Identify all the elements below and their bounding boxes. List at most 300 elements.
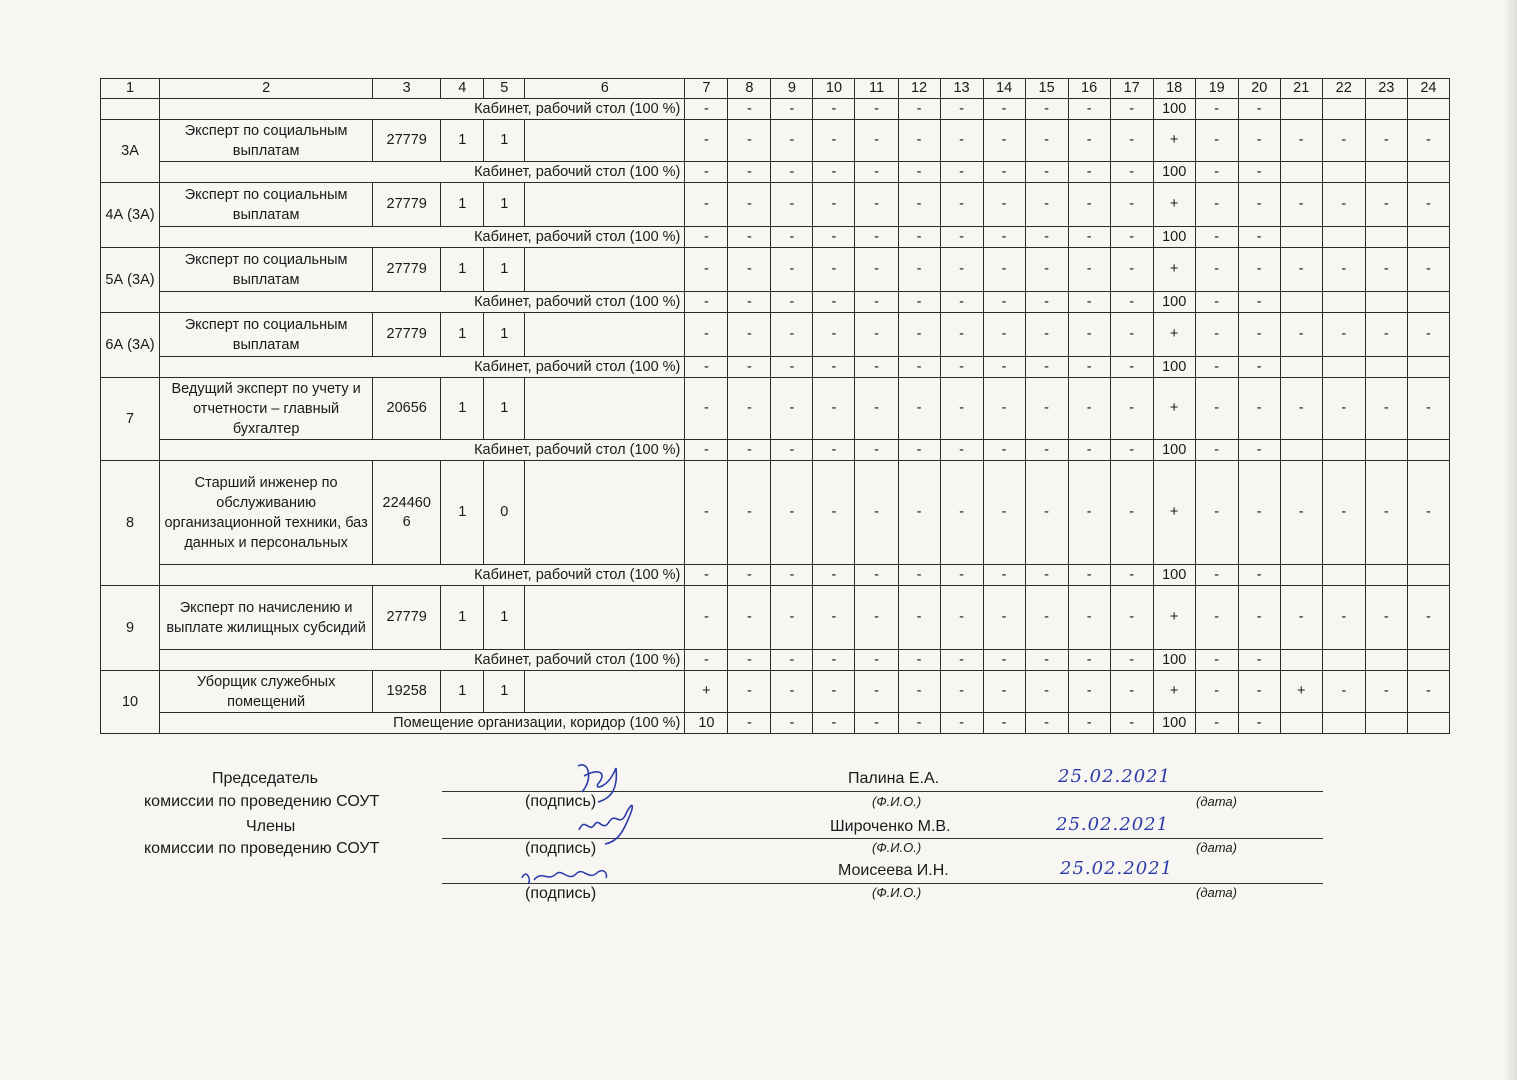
col-5-value: 1 (484, 120, 525, 162)
factor-cell: - (1365, 183, 1407, 227)
factor-cell: - (771, 440, 813, 461)
factor-cell: - (1110, 99, 1153, 120)
factor-cell: - (1025, 248, 1068, 292)
factor-cell: - (898, 99, 940, 120)
factor-cell: - (813, 586, 855, 650)
factor-cell: - (1068, 461, 1110, 565)
factor-cell: - (898, 313, 940, 357)
factor-cell: - (813, 440, 855, 461)
factor-cell: - (940, 227, 983, 248)
factor-cell: - (1068, 162, 1110, 183)
factor-cell: - (771, 248, 813, 292)
factor-cell (1365, 292, 1407, 313)
col-5-value: 0 (484, 461, 525, 565)
factor-cell: - (1195, 292, 1238, 313)
position-name: Эксперт по социальным выплатам (160, 120, 373, 162)
factor-cell (1280, 99, 1322, 120)
factor-cell: - (1068, 292, 1110, 313)
person-3-name: Моисеева И.Н. (838, 862, 949, 879)
factor-cell: - (813, 227, 855, 248)
factor-cell: - (1365, 313, 1407, 357)
factor-cell: - (1195, 99, 1238, 120)
position-name: Ведущий эксперт по учету и отчетности – главный бухгалтер (160, 378, 373, 440)
header-cell: 8 (728, 79, 771, 99)
factor-cell: - (940, 671, 983, 713)
col-6-value (525, 671, 685, 713)
col-6-value (525, 378, 685, 440)
factor-cell (1407, 162, 1449, 183)
person-1-date: 25.02.2021 (1058, 766, 1172, 787)
factor-cell (1322, 713, 1365, 734)
col-5-value: 1 (484, 313, 525, 357)
factor-cell: 100 (1153, 292, 1195, 313)
factor-cell: - (1322, 461, 1365, 565)
factor-cell: - (940, 183, 983, 227)
factor-cell: - (898, 671, 940, 713)
factor-cell: - (983, 586, 1025, 650)
factor-cell: - (728, 378, 771, 440)
factor-cell: - (983, 357, 1025, 378)
factor-cell: - (983, 671, 1025, 713)
factor-cell: - (728, 586, 771, 650)
factor-cell: - (1195, 227, 1238, 248)
factor-cell: - (1365, 120, 1407, 162)
factor-cell: - (1238, 99, 1280, 120)
workplace-row (101, 713, 1450, 734)
factor-cell: - (940, 313, 983, 357)
workplace-label: Помещение организации, коридор (100 %) (160, 713, 685, 734)
position-name: Эксперт по начислению и выплате жилищных субсидий (160, 586, 373, 650)
factor-cell: - (855, 227, 898, 248)
factor-cell: - (855, 378, 898, 440)
factor-cell: - (1238, 671, 1280, 713)
workplace-label: Кабинет, рабочий стол (100 %) (160, 227, 685, 248)
factor-cell: - (1365, 378, 1407, 440)
factor-cell: - (940, 586, 983, 650)
factor-cell (1365, 713, 1407, 734)
factor-cell: - (728, 99, 771, 120)
factor-cell: - (1238, 378, 1280, 440)
factor-cell: - (685, 378, 728, 440)
factor-cell: - (983, 565, 1025, 586)
factor-cell: - (813, 162, 855, 183)
factor-cell: - (771, 713, 813, 734)
factor-cell: - (855, 248, 898, 292)
factor-cell: - (983, 313, 1025, 357)
fio-caption: (Ф.И.О.) (872, 840, 922, 855)
factor-cell: + (1153, 378, 1195, 440)
factor-cell: - (813, 120, 855, 162)
factor-cell: - (813, 292, 855, 313)
factor-cell: - (813, 99, 855, 120)
factor-cell: - (855, 99, 898, 120)
factor-cell: + (1153, 248, 1195, 292)
factor-cell: - (898, 650, 940, 671)
factor-cell: - (1195, 671, 1238, 713)
factor-cell (1322, 292, 1365, 313)
position-name: Эксперт по социальным выплатам (160, 183, 373, 227)
factor-cell: - (1025, 292, 1068, 313)
factor-cell: - (1407, 671, 1449, 713)
date-caption: (дата) (1196, 885, 1237, 900)
factor-cell: - (1195, 565, 1238, 586)
workplace-row (101, 357, 1450, 378)
factor-cell: - (1110, 586, 1153, 650)
position-number: 4А (3А) (101, 183, 160, 248)
factor-cell: - (728, 248, 771, 292)
factor-cell: - (1238, 713, 1280, 734)
factor-cell: - (813, 671, 855, 713)
factor-cell: - (898, 586, 940, 650)
factor-cell: - (1195, 248, 1238, 292)
factor-cell: - (1407, 183, 1449, 227)
factor-cell: - (983, 378, 1025, 440)
factor-cell: - (728, 713, 771, 734)
person-3-date: 25.02.2021 (1060, 858, 1174, 879)
factor-cell: - (813, 183, 855, 227)
factor-cell: - (1110, 162, 1153, 183)
factor-cell (1365, 99, 1407, 120)
factor-cell: - (1068, 357, 1110, 378)
factor-cell: - (898, 440, 940, 461)
header-cell: 17 (1110, 79, 1153, 99)
position-number: 3А (101, 120, 160, 183)
header-cell: 19 (1195, 79, 1238, 99)
factor-cell: - (855, 120, 898, 162)
col-5-value: 1 (484, 248, 525, 292)
factor-cell: - (771, 183, 813, 227)
factor-cell (1407, 565, 1449, 586)
col-6-value (525, 461, 685, 565)
factor-cell: - (1322, 120, 1365, 162)
person-1-name: Палина Е.А. (848, 770, 940, 787)
factor-cell (1280, 440, 1322, 461)
factor-cell: - (940, 357, 983, 378)
factor-cell: - (685, 586, 728, 650)
factor-cell: - (855, 565, 898, 586)
factor-cell: - (1110, 248, 1153, 292)
factor-cell: - (940, 99, 983, 120)
factor-cell: - (898, 565, 940, 586)
workplace-label: Кабинет, рабочий стол (100 %) (160, 650, 685, 671)
factor-cell: - (898, 162, 940, 183)
position-number: 5А (3А) (101, 248, 160, 313)
factor-cell (1322, 162, 1365, 183)
factor-cell (1322, 565, 1365, 586)
factor-cell (1322, 357, 1365, 378)
factor-cell: - (813, 650, 855, 671)
factor-cell (1365, 162, 1407, 183)
position-code: 27779 (373, 248, 441, 292)
factor-cell: - (1068, 183, 1110, 227)
factor-cell: - (1195, 650, 1238, 671)
members-commission: комиссии по проведению СОУТ (144, 840, 380, 857)
factor-cell: - (983, 713, 1025, 734)
position-number: 10 (101, 671, 160, 734)
factor-cell: - (898, 292, 940, 313)
factor-cell: - (1068, 440, 1110, 461)
factor-cell: - (728, 120, 771, 162)
workplace-row (101, 440, 1450, 461)
factor-cell: - (983, 461, 1025, 565)
factor-cell: - (983, 650, 1025, 671)
factor-cell: - (1280, 120, 1322, 162)
factor-cell: - (1322, 313, 1365, 357)
factor-cell: - (1068, 671, 1110, 713)
factor-cell: - (728, 461, 771, 565)
header-row (101, 79, 1450, 99)
scan-edge-shadow (1503, 0, 1517, 1080)
factor-cell: - (940, 461, 983, 565)
fio-caption: (Ф.И.О.) (872, 794, 922, 809)
factor-cell: - (771, 650, 813, 671)
factor-cell: - (685, 227, 728, 248)
factor-cell: - (940, 120, 983, 162)
col-4-value: 1 (441, 313, 484, 357)
col-4-value: 1 (441, 248, 484, 292)
factor-cell: - (1238, 292, 1280, 313)
factor-cell: + (1153, 183, 1195, 227)
workplace-label: Кабинет, рабочий стол (100 %) (160, 440, 685, 461)
factor-cell: - (771, 227, 813, 248)
factor-cell: - (1110, 378, 1153, 440)
factor-cell: - (1110, 357, 1153, 378)
factor-cell: - (813, 565, 855, 586)
factor-cell: - (855, 713, 898, 734)
factor-cell: + (1153, 120, 1195, 162)
factor-cell: - (855, 650, 898, 671)
factor-cell: - (1068, 248, 1110, 292)
position-code: 19258 (373, 671, 441, 713)
factor-cell: - (1238, 248, 1280, 292)
factor-cell: - (1025, 461, 1068, 565)
col-5-value: 1 (484, 378, 525, 440)
factor-cell: - (728, 357, 771, 378)
factor-cell: 100 (1153, 162, 1195, 183)
factor-cell: - (1407, 313, 1449, 357)
factor-cell: - (685, 248, 728, 292)
header-cell: 14 (983, 79, 1025, 99)
header-cell: 2 (160, 79, 373, 99)
factor-cell: - (1195, 378, 1238, 440)
factor-cell: - (1365, 248, 1407, 292)
factor-cell: - (1068, 313, 1110, 357)
factor-cell: - (1025, 183, 1068, 227)
factor-cell: - (728, 227, 771, 248)
position-number: 9 (101, 586, 160, 671)
position-name: Эксперт по социальным выплатам (160, 248, 373, 292)
workplace-row (101, 292, 1450, 313)
factor-cell (1365, 565, 1407, 586)
factor-cell: - (898, 357, 940, 378)
factor-cell: - (1195, 586, 1238, 650)
factor-cell: - (898, 713, 940, 734)
factor-cell (1322, 440, 1365, 461)
factor-cell: - (1280, 586, 1322, 650)
factor-cell: - (1238, 183, 1280, 227)
position-name: Эксперт по социальным выплатам (160, 313, 373, 357)
factor-cell: - (813, 313, 855, 357)
header-cell: 4 (441, 79, 484, 99)
factor-cell: - (1068, 713, 1110, 734)
col-4-value: 1 (441, 586, 484, 650)
col-5-value: 1 (484, 671, 525, 713)
factor-cell: - (813, 378, 855, 440)
factor-cell: - (983, 227, 1025, 248)
factor-cell: - (685, 183, 728, 227)
factor-cell: - (1195, 357, 1238, 378)
position-code: 2244606 (373, 461, 441, 565)
factor-cell: - (1068, 565, 1110, 586)
factor-cell: - (1195, 183, 1238, 227)
results-table (100, 78, 1450, 734)
workplace-label: Кабинет, рабочий стол (100 %) (160, 357, 685, 378)
factor-cell: + (1153, 586, 1195, 650)
factor-cell: - (855, 671, 898, 713)
factor-cell: - (855, 461, 898, 565)
chairman-title: Председатель (212, 770, 318, 787)
col-4-value: 1 (441, 671, 484, 713)
factor-cell: - (1238, 565, 1280, 586)
signature-scribble-3 (518, 860, 613, 892)
header-cell: 1 (101, 79, 160, 99)
factor-cell: - (1407, 461, 1449, 565)
position-code: 27779 (373, 586, 441, 650)
chairman-commission: комиссии по проведению СОУТ (144, 793, 380, 810)
factor-cell: 10 (685, 713, 728, 734)
factor-cell: - (940, 440, 983, 461)
header-cell: 9 (771, 79, 813, 99)
factor-cell: - (1025, 713, 1068, 734)
factor-cell: - (1110, 183, 1153, 227)
factor-cell: - (1195, 313, 1238, 357)
workplace-row (101, 99, 1450, 120)
position-number: 6А (3А) (101, 313, 160, 378)
factor-cell: - (1110, 713, 1153, 734)
factor-cell: - (983, 440, 1025, 461)
col-6-value (525, 586, 685, 650)
col-5-value: 1 (484, 586, 525, 650)
factor-cell: - (1025, 99, 1068, 120)
members-title: Члены (246, 818, 296, 835)
factor-cell: - (983, 183, 1025, 227)
factor-cell: - (771, 565, 813, 586)
header-cell: 22 (1322, 79, 1365, 99)
factor-cell (1280, 162, 1322, 183)
factor-cell (1407, 650, 1449, 671)
header-cell: 11 (855, 79, 898, 99)
factor-cell: - (1322, 671, 1365, 713)
header-cell: 10 (813, 79, 855, 99)
factor-cell: - (1322, 183, 1365, 227)
header-cell: 16 (1068, 79, 1110, 99)
position-row (101, 586, 1450, 650)
factor-cell: 100 (1153, 650, 1195, 671)
factor-cell: - (1238, 650, 1280, 671)
factor-cell: - (1238, 440, 1280, 461)
workplace-label: Кабинет, рабочий стол (100 %) (160, 162, 685, 183)
factor-cell: - (1322, 586, 1365, 650)
factor-cell: - (685, 292, 728, 313)
factor-cell: 100 (1153, 227, 1195, 248)
empty-cell (101, 99, 160, 120)
position-name: Старший инженер по обслуживанию организационной техники, баз данных и персональных (160, 461, 373, 565)
position-code: 27779 (373, 183, 441, 227)
factor-cell: - (813, 461, 855, 565)
workplace-label: Кабинет, рабочий стол (100 %) (160, 292, 685, 313)
position-row (101, 248, 1450, 292)
factor-cell: - (898, 248, 940, 292)
factor-cell: - (813, 713, 855, 734)
factor-cell: - (1365, 586, 1407, 650)
factor-cell: - (1407, 378, 1449, 440)
factor-cell: - (813, 357, 855, 378)
factor-cell: - (1407, 586, 1449, 650)
factor-cell: - (1195, 120, 1238, 162)
factor-cell: 100 (1153, 357, 1195, 378)
factor-cell (1407, 357, 1449, 378)
factor-cell: - (1110, 461, 1153, 565)
factor-cell: - (1195, 461, 1238, 565)
factor-cell: - (855, 183, 898, 227)
factor-cell: - (1195, 162, 1238, 183)
date-caption: (дата) (1196, 840, 1237, 855)
header-cell: 21 (1280, 79, 1322, 99)
workplace-row (101, 565, 1450, 586)
factor-cell: - (771, 292, 813, 313)
factor-cell (1280, 565, 1322, 586)
factor-cell: - (983, 99, 1025, 120)
factor-cell: - (898, 378, 940, 440)
factor-cell (1280, 227, 1322, 248)
factor-cell: - (1322, 378, 1365, 440)
factor-cell: + (1153, 313, 1195, 357)
factor-cell (1280, 713, 1322, 734)
factor-cell: - (685, 440, 728, 461)
signature-caption: (подпись) (525, 840, 597, 857)
factor-cell: - (728, 183, 771, 227)
factor-cell: - (813, 248, 855, 292)
factor-cell: - (685, 99, 728, 120)
factor-cell: - (1238, 162, 1280, 183)
factor-cell (1280, 292, 1322, 313)
factor-cell: - (1238, 313, 1280, 357)
header-cell: 3 (373, 79, 441, 99)
factor-cell: - (728, 292, 771, 313)
factor-cell: - (1110, 671, 1153, 713)
factor-cell (1322, 227, 1365, 248)
factor-cell: - (685, 162, 728, 183)
col-6-value (525, 313, 685, 357)
factor-cell: - (685, 357, 728, 378)
factor-cell: 100 (1153, 440, 1195, 461)
factor-cell: - (1068, 586, 1110, 650)
person-2-name: Широченко М.В. (830, 818, 951, 835)
factor-cell: - (771, 162, 813, 183)
factor-cell: - (983, 292, 1025, 313)
factor-cell (1365, 650, 1407, 671)
factor-cell: + (1280, 671, 1322, 713)
factor-cell: - (1025, 378, 1068, 440)
factor-cell: - (1280, 248, 1322, 292)
col-5-value: 1 (484, 183, 525, 227)
factor-cell (1407, 713, 1449, 734)
workplace-row (101, 227, 1450, 248)
factor-cell: - (1280, 313, 1322, 357)
factor-cell: - (1110, 313, 1153, 357)
factor-cell: - (1365, 461, 1407, 565)
factor-cell: - (983, 120, 1025, 162)
